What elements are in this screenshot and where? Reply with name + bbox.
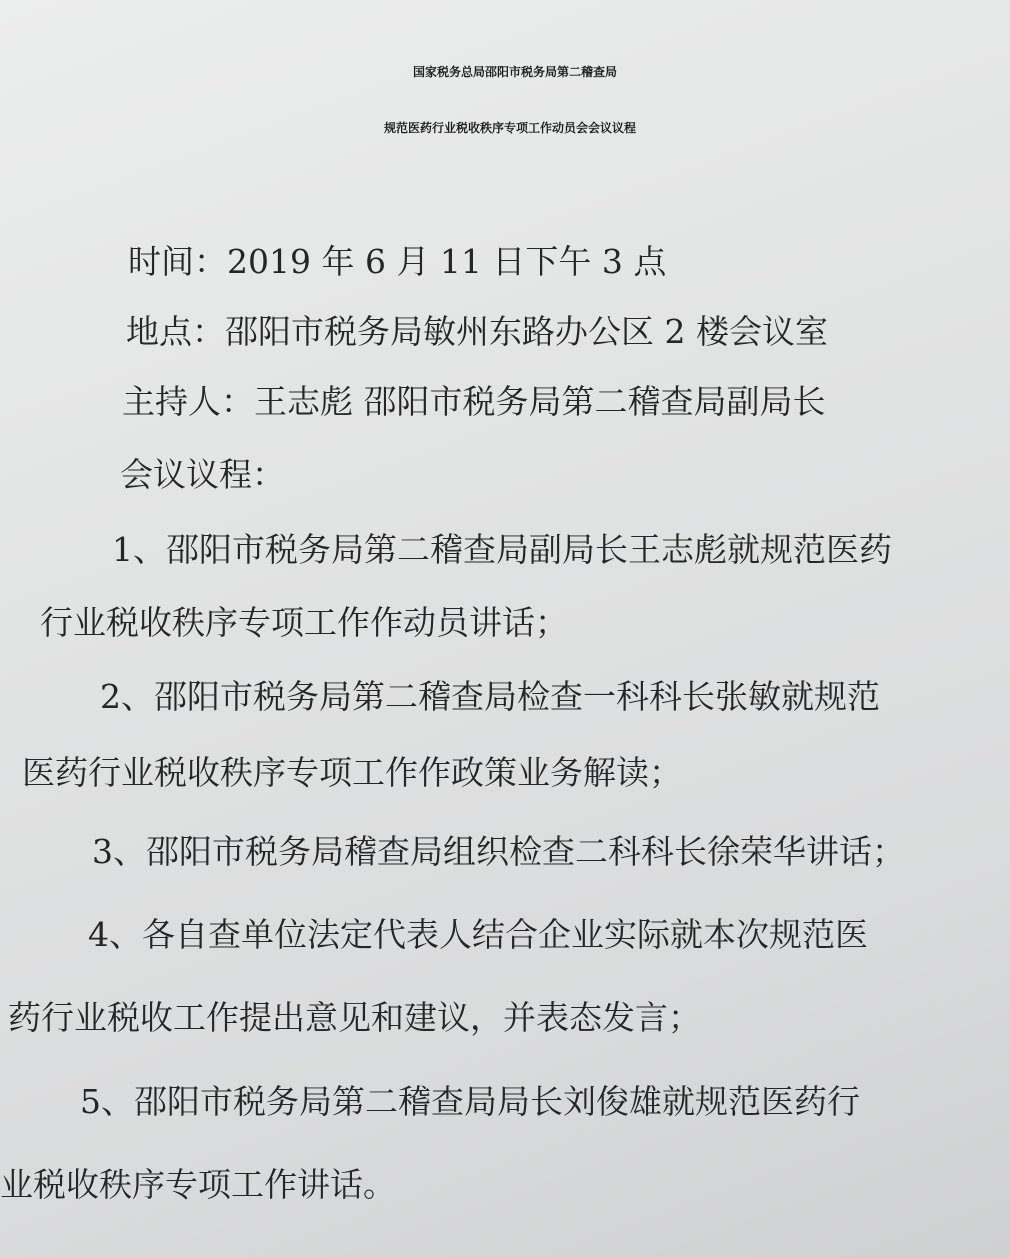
agenda-item-2-line1: 2、邵阳市税务局第二稽查局检查一科科长张敏就规范 [100,677,880,716]
agenda-item-3-line1: 3、邵阳市税务局稽查局组织检查二科科长徐荣华讲话； [92,832,905,871]
agenda-item-4-line1: 4、各自查单位法定代表人结合企业实际就本次规范医 [88,915,868,954]
agenda-item-5-line1: 5、邵阳市税务局第二稽查局局长刘俊雄就规范医药行 [80,1082,860,1121]
agenda-item-2-line2: 医药行业税收秩序专项工作作政策业务解读； [22,753,682,792]
agenda-item-1-line1: 1、邵阳市税务局第二稽查局副局长王志彪就规范医药 [112,530,892,569]
agenda-item-4-line2: 药行业税收工作提出意见和建议，并表态发言； [8,998,701,1037]
agenda-item-5-line2: 业税收秩序专项工作讲话。 [0,1165,396,1204]
document-title-line1: 国家税务总局邵阳市税务局第二稽查局 [412,65,617,79]
meeting-time: 时间：2019 年 6 月 11 日下午 3 点 [128,242,667,281]
agenda-heading: 会议议程： [120,455,285,494]
agenda-item-1-line2: 行业税收秩序专项工作作动员讲话； [40,603,568,642]
meeting-location: 地点：邵阳市税务局敏州东路办公区 2 楼会议室 [126,312,828,351]
document-title-line2: 规范医药行业税收秩序专项工作动员会会议议程 [383,121,636,135]
meeting-host: 主持人：王志彪 邵阳市税务局第二稽查局副局长 [122,382,826,421]
